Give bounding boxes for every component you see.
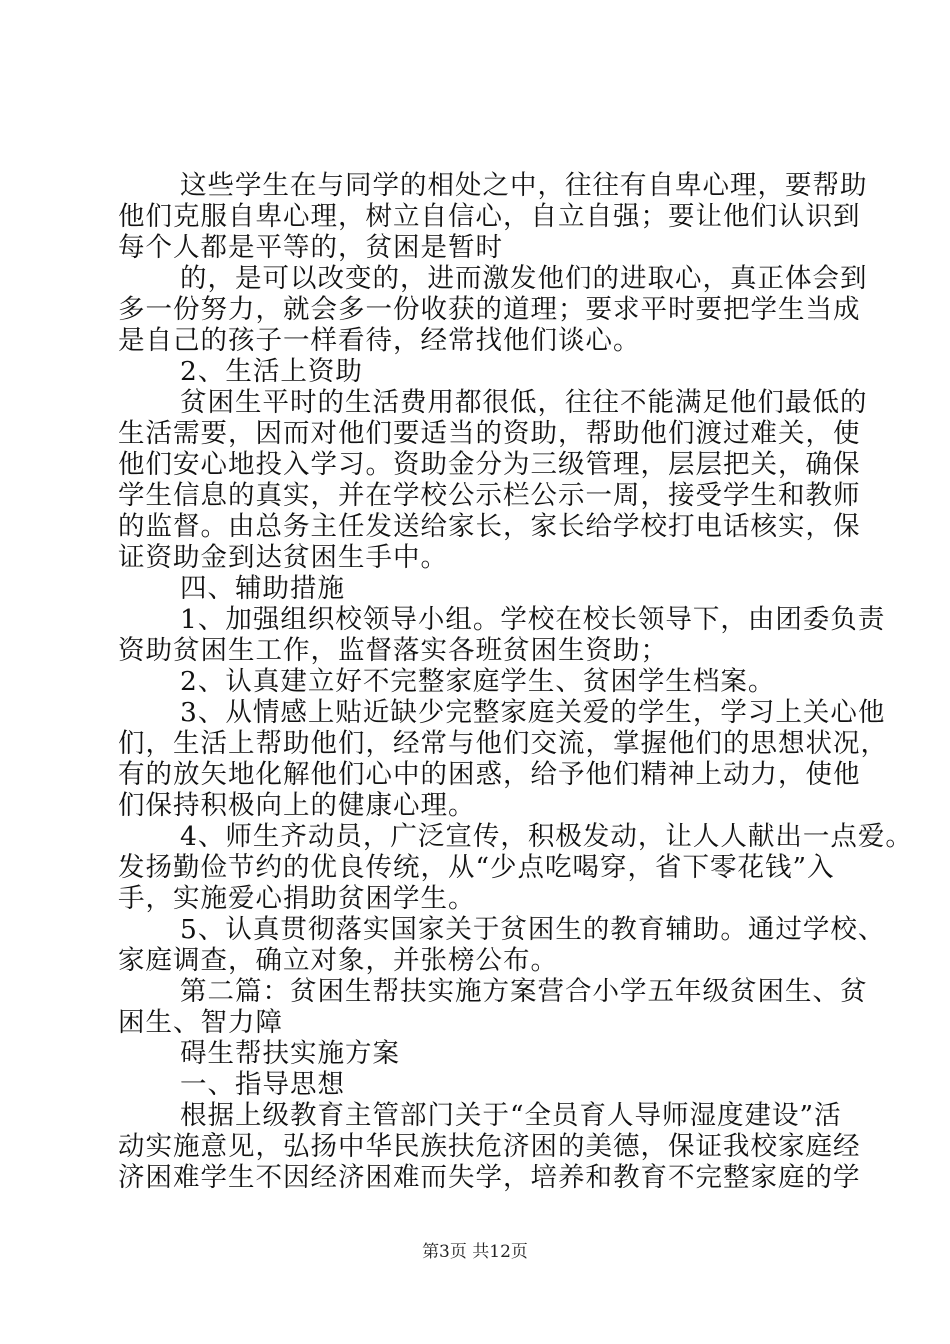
text-line: 学生信息的真实，并在学校公示栏公示一周，接受学生和教师 bbox=[118, 480, 861, 511]
text-line: 第二篇：贫困生帮扶实施方案营合小学五年级贫困生、贫 bbox=[180, 976, 868, 1007]
text-line: 动实施意见，弘扬中华民族扶危济困的美德，保证我校家庭经 bbox=[118, 1131, 861, 1162]
text-line: 贫困生平时的生活费用都很低，往往不能满足他们最低的 bbox=[180, 387, 868, 418]
text-line: 每个人都是平等的，贫困是暂时 bbox=[118, 232, 503, 263]
text-line: 多一份努力，就会多一份收获的道理；要求平时要把学生当成 bbox=[118, 294, 861, 325]
text-line: 发扬勤俭节约的优良传统，从“少点吃喝穿，省下零花钱”入 bbox=[118, 852, 835, 883]
text-line: 手，实施爱心捐助贫困学生。 bbox=[118, 883, 476, 914]
page-footer: 第3页 共12页 bbox=[422, 1242, 528, 1262]
text-line: 济困难学生不因经济困难而失学，培养和教育不完整家庭的学 bbox=[118, 1162, 861, 1193]
text-line: 有的放矢地化解他们心中的困惑，给予他们精神上动力，使他 bbox=[118, 759, 861, 790]
text-line: 的监督。由总务主任发送给家长，家长给学校打电话核实，保 bbox=[118, 511, 861, 542]
text-line: 碍生帮扶实施方案 bbox=[180, 1038, 400, 1069]
text-line: 生活需要，因而对他们要适当的资助，帮助他们渡过难关，使 bbox=[118, 418, 861, 449]
text-line: 一、指导思想 bbox=[180, 1069, 345, 1100]
text-line: 证资助金到达贫困生手中。 bbox=[118, 542, 448, 573]
text-line: 们，生活上帮助他们，经常与他们交流，掌握他们的思想状况， bbox=[118, 728, 888, 759]
text-line: 他们克服自卑心理，树立自信心，自立自强；要让他们认识到 bbox=[118, 201, 861, 232]
text-line: 2、认真建立好不完整家庭学生、贫困学生档案。 bbox=[180, 666, 776, 697]
text-line: 4、师生齐动员，广泛宣传，积极发动，让人人献出一点爱。 bbox=[180, 821, 913, 852]
text-line: 资助贫困生工作，监督落实各班贫困生资助； bbox=[118, 635, 668, 666]
document-body bbox=[118, 170, 913, 1193]
text-line: 是自己的孩子一样看待，经常找他们谈心。 bbox=[118, 325, 641, 356]
text-line: 5、认真贯彻落实国家关于贫困生的教育辅助。通过学校、 bbox=[180, 914, 886, 945]
text-line: 四、辅助措施 bbox=[180, 573, 345, 604]
text-line: 这些学生在与同学的相处之中，往往有自卑心理，要帮助 bbox=[180, 170, 868, 201]
text-line: 家庭调查，确立对象，并张榜公布。 bbox=[118, 945, 558, 976]
text-line: 们保持积极向上的健康心理。 bbox=[118, 790, 476, 821]
text-line: 困生、智力障 bbox=[118, 1007, 283, 1038]
text-line: 1、加强组织校领导小组。学校在校长领导下，由团委负责 bbox=[180, 604, 886, 635]
text-line: 的，是可以改变的，进而激发他们的进取心，真正体会到 bbox=[180, 263, 868, 294]
text-line: 2、生活上资助 bbox=[180, 356, 363, 387]
text-line: 他们安心地投入学习。资助金分为三级管理，层层把关，确保 bbox=[118, 449, 861, 480]
text-line: 3、从情感上贴近缺少完整家庭关爱的学生，学习上关心他 bbox=[180, 697, 886, 728]
text-line: 根据上级教育主管部门关于“全员育人导师湿度建设”活 bbox=[180, 1100, 842, 1131]
